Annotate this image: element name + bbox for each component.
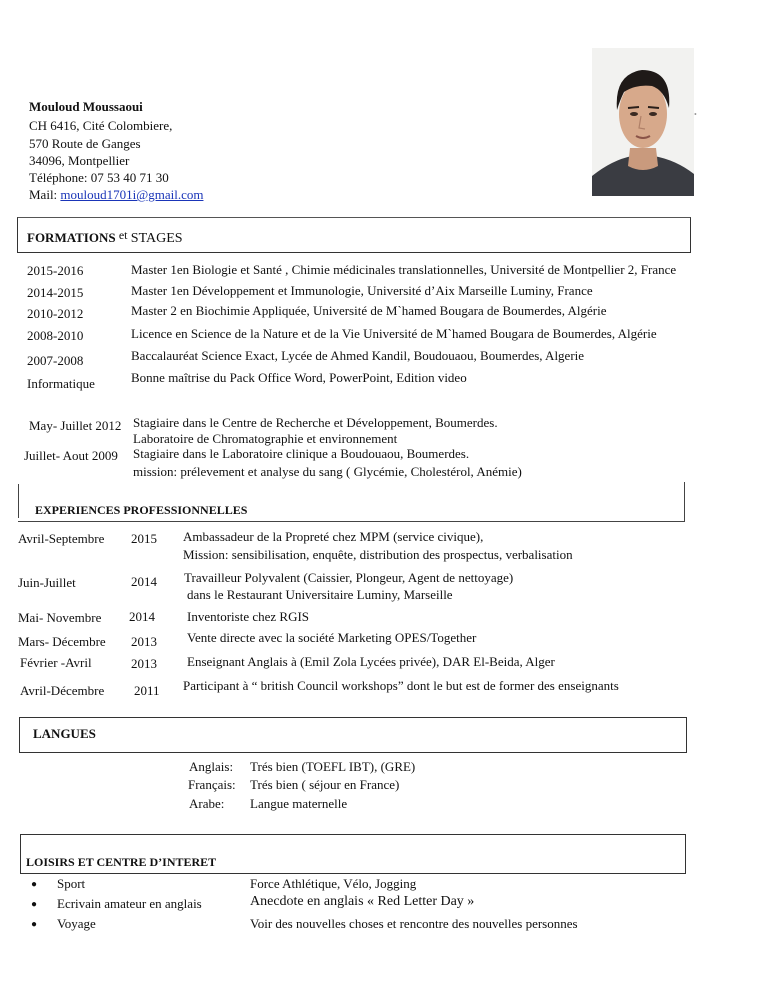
phone: Téléphone: 07 53 40 71 30: [29, 170, 169, 185]
stage-line-1: Stagiaire dans le Laboratoire clinique a Boudouaou, Boumerdes.: [133, 446, 470, 461]
formation-date: 2014-2015: [27, 285, 84, 300]
address-line-1: CH 6416, Cité Colombiere,: [29, 118, 173, 133]
experience-year: 2014: [129, 609, 155, 624]
experience-line-1: Travailleur Polyvalent (Caissier, Plongeur, Agent de nettoyage): [184, 570, 514, 585]
profile-photo: [592, 48, 694, 196]
experience-period: Juin-Juillet: [18, 575, 76, 590]
experience-period: Avril-Décembre: [20, 683, 105, 698]
experiences-right-rule: [684, 482, 685, 522]
stage-date: May- Juillet 2012: [29, 418, 122, 433]
formation-text: Master 1en Biologie et Santé , Chimie médicinales translationnelles, Université de Montpellier 2, France: [131, 262, 677, 277]
experience-period: Février -Avril: [20, 655, 92, 670]
formation-date: Informatique: [27, 376, 95, 391]
experience-line-1: Ambassadeur de la Propreté chez MPM (service civique),: [183, 529, 484, 544]
loisir-detail: Force Athlétique, Vélo, Jogging: [250, 876, 417, 891]
formations-title-a: FORMATIONS: [27, 230, 116, 245]
experience-year: 2015: [131, 531, 157, 546]
langues-header-box: [19, 717, 687, 753]
stage-line-2: mission: prélevement et analyse du sang ( Glycémie, Cholestérol, Anémie): [133, 464, 522, 479]
formation-text: Baccalauréat Science Exact, Lycée de Ahmed Kandil, Boudouaou, Boumerdes, Algerie: [131, 348, 585, 363]
stage-date: Juillet- Aout 2009: [24, 448, 118, 463]
address-line-3: 34096, Montpellier: [29, 153, 130, 168]
mail-label: Mail:: [29, 187, 61, 202]
formations-title-c: STAGES: [130, 231, 183, 246]
language-level: Langue maternelle: [250, 796, 348, 811]
experience-year: 2014: [131, 574, 157, 589]
experience-line-2: dans le Restaurant Universitaire Luminy, Marseille: [187, 587, 453, 602]
mail-link[interactable]: mouloud1701i@gmail.com: [60, 187, 204, 202]
experience-line-1: Enseignant Anglais à (Emil Zola Lycées privée), DAR El-Beida, Alger: [187, 654, 555, 669]
experiences-left-rule: [18, 484, 19, 518]
experience-line-1: Vente directe avec la société Marketing OPES/Together: [187, 630, 477, 645]
photo-mark: •: [694, 110, 697, 119]
experience-line-2: Mission: sensibilisation, enquête, distribution des prospectus, verbalisation: [183, 547, 573, 562]
loisir-item: Ecrivain amateur en anglais: [57, 896, 202, 911]
experience-year: 2011: [134, 683, 160, 698]
mail-row: [29, 187, 203, 203]
experience-line-1: Inventoriste chez RGIS: [187, 609, 310, 624]
loisirs-title: LOISIRS ET CENTRE D’INTERET: [26, 855, 217, 869]
loisir-detail: Anecdote en anglais « Red Letter Day »: [250, 894, 475, 909]
experience-year: 2013: [131, 656, 157, 671]
formation-date: 2015-2016: [27, 263, 84, 278]
experience-period: Mai- Novembre: [18, 610, 102, 625]
bullet-icon: ●: [31, 899, 38, 910]
formation-date: 2010-2012: [27, 306, 84, 321]
formation-text: Licence en Science de la Nature et de la Vie Université de M`hamed Bougara de Boumerdes, Algérie: [131, 326, 657, 341]
loisir-item: Voyage: [57, 916, 96, 931]
loisir-detail: Voir des nouvelles choses et rencontre des nouvelles personnes: [250, 916, 578, 931]
formation-text: Master 1en Développement et Immunologie, Université d’Aix Marseille Luminy, France: [131, 283, 593, 298]
formation-text: Master 2 en Biochimie Appliquée, Université de M`hamed Bougara de Boumerdes, Algérie: [131, 303, 607, 318]
langues-title: LANGUES: [33, 726, 96, 741]
experience-year: 2013: [131, 634, 157, 649]
loisir-item: Sport: [57, 876, 86, 891]
formations-title-b: et: [118, 228, 128, 242]
bullet-icon: ●: [31, 879, 38, 890]
experience-period: Avril-Septembre: [18, 531, 105, 546]
formation-date: 2008-2010: [27, 328, 84, 343]
formation-text: Bonne maîtrise du Pack Office Word, PowerPoint, Edition video: [131, 370, 467, 385]
experience-period: Mars- Décembre: [18, 634, 106, 649]
address-line-2: 570 Route de Ganges: [29, 136, 141, 151]
language-level: Trés bien ( séjour en France): [250, 777, 400, 792]
experiences-title: EXPERIENCES PROFESSIONNELLES: [35, 503, 248, 517]
formations-title: [27, 230, 183, 247]
experience-line-1: Participant à “ british Council workshops” dont le but est de former des enseignants: [183, 678, 619, 693]
language-name: Arabe:: [189, 796, 225, 811]
experiences-bottom-rule: [18, 521, 685, 522]
language-level: Trés bien (TOEFL IBT), (GRE): [250, 759, 416, 774]
stage-line-2: Laboratoire de Chromatographie et environnement: [133, 431, 398, 446]
formation-date: 2007-2008: [27, 353, 84, 368]
bullet-icon: ●: [31, 919, 38, 930]
language-name: Français:: [188, 777, 236, 792]
stage-line-1: Stagiaire dans le Centre de Recherche et Développement, Boumerdes.: [133, 415, 498, 430]
candidate-name: Mouloud Moussaoui: [29, 99, 143, 114]
language-name: Anglais:: [189, 759, 234, 774]
